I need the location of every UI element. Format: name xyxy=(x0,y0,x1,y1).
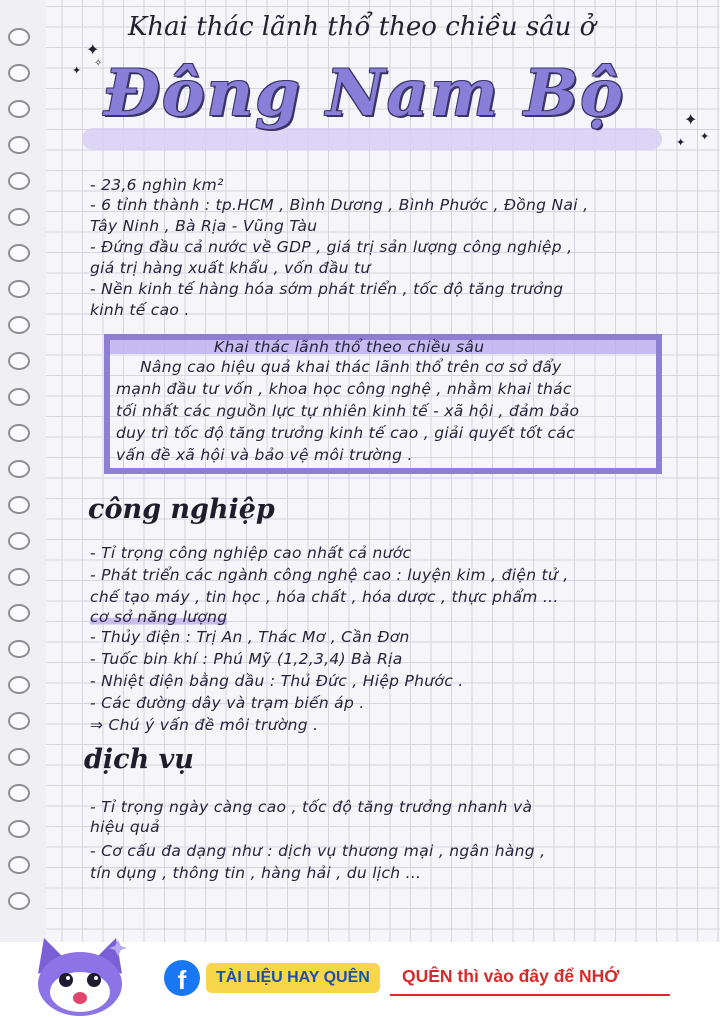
facebook-icon[interactable]: f xyxy=(164,960,200,996)
spiral-ring xyxy=(8,172,30,190)
sparkle-icon: ✧ xyxy=(94,58,103,69)
slogan-underline xyxy=(390,994,670,996)
spiral-ring xyxy=(8,460,30,478)
industry-conclusion: ⇒ Chú ý vấn đề môi trường . xyxy=(90,716,319,734)
spiral-ring xyxy=(8,640,30,658)
intro-line: - 6 tỉnh thành : tp.HCM , Bình Dương , Bình Phước , Đồng Nai , xyxy=(90,196,589,214)
spiral-ring xyxy=(8,856,30,874)
title-subline: Khai thác lãnh thổ theo chiều sâu ở xyxy=(128,12,596,42)
intro-line: - Nền kinh tế hàng hóa sớm phát triển , tốc độ tăng trưởng xyxy=(90,280,564,298)
spiral-ring xyxy=(8,676,30,694)
spiral-ring xyxy=(8,100,30,118)
industry-line: - Phát triển các ngành công nghệ cao : luyện kim , điện tử , xyxy=(90,566,569,584)
intro-line: - Đứng đầu cả nước về GDP , giá trị sản lượng công nghiệp , xyxy=(90,238,573,256)
services-line: - Tỉ trọng ngày càng cao , tốc độ tăng trưởng nhanh và xyxy=(90,798,533,816)
spiral-ring xyxy=(8,784,30,802)
industry-line: - Nhiệt điện bằng dầu : Thủ Đức , Hiệp Phước . xyxy=(90,672,464,690)
services-heading: dịch vụ xyxy=(84,744,194,775)
services-line: - Cơ cấu đa dạng như : dịch vụ thương mại , ngân hàng , xyxy=(90,842,546,860)
box-line: tối nhất các nguồn lực tự nhiên kinh tế - xã hội , đảm bảo xyxy=(116,402,580,420)
spiral-ring xyxy=(8,568,30,586)
spiral-ring xyxy=(8,28,30,46)
sparkle-icon: ✦ xyxy=(684,110,698,129)
intro-line: Tây Ninh , Bà Rịa - Vũng Tàu xyxy=(90,217,318,235)
intro-line: kinh tế cao . xyxy=(90,301,190,319)
spiral-ring xyxy=(8,136,30,154)
spiral-ring xyxy=(8,424,30,442)
industry-line: - Tuốc bin khí : Phú Mỹ (1,2,3,4) Bà Rịa xyxy=(90,650,403,668)
spiral-ring xyxy=(8,496,30,514)
sparkle-icon: ✦ xyxy=(72,64,82,77)
box-line: duy trì tốc độ tăng trưởng kinh tế cao , giải quyết tốt các xyxy=(116,424,575,442)
industry-heading: công nghiệp xyxy=(88,494,275,525)
spiral-ring xyxy=(8,532,30,550)
spiral-ring xyxy=(8,892,30,910)
spiral-ring xyxy=(8,208,30,226)
spiral-ring xyxy=(8,244,30,262)
slogan-text: QUÊN thì vào đây để NHỚ xyxy=(402,966,620,986)
sparkle-icon: ✦ xyxy=(676,136,686,149)
spiral-ring xyxy=(8,712,30,730)
services-line: tín dụng , thông tin , hàng hải , du lịch ... xyxy=(90,864,422,882)
spiral-ring xyxy=(8,604,30,622)
brand-name[interactable]: TÀI LIỆU HAY QUÊN xyxy=(206,963,380,993)
industry-line: - Các đường dây và trạm biến áp . xyxy=(90,694,365,712)
box-title: Khai thác lãnh thổ theo chiều sâu xyxy=(214,338,485,356)
spiral-ring xyxy=(8,316,30,334)
energy-subheading: cơ sở năng lượng xyxy=(90,608,228,626)
spiral-ring xyxy=(8,748,30,766)
title-highlight-band xyxy=(82,128,662,150)
spiral-ring xyxy=(8,388,30,406)
industry-line: chế tạo máy , tin học , hóa chất , hóa dược , thực phẩm ... xyxy=(90,588,559,606)
box-line: mạnh đầu tư vốn , khoa học công nghệ , nhằm khai thác xyxy=(116,380,572,398)
box-line: Nâng cao hiệu quả khai thác lãnh thổ trên cơ sở đẩy xyxy=(140,358,562,376)
spiral-ring xyxy=(8,64,30,82)
sparkle-icon: ✦ xyxy=(700,130,710,143)
industry-line: - Tỉ trọng công nghiệp cao nhất cả nước xyxy=(90,544,412,562)
intro-line: - 23,6 nghìn km² xyxy=(90,176,224,194)
page-title: Đông Nam Bộ xyxy=(104,56,625,131)
cat-mascot-icon xyxy=(30,934,130,1018)
spiral-ring xyxy=(8,820,30,838)
services-line: hiệu quả xyxy=(90,818,160,836)
spiral-binding xyxy=(0,0,46,942)
industry-line: - Thủy điện : Trị An , Thác Mơ , Cần Đơn xyxy=(90,628,410,646)
spiral-ring xyxy=(8,280,30,298)
box-line: vấn đề xã hội và bảo vệ môi trường . xyxy=(116,446,413,464)
spiral-ring xyxy=(8,352,30,370)
intro-line: giá trị hàng xuất khẩu , vốn đầu tư xyxy=(90,259,371,277)
sparkle-icon: ✦ xyxy=(86,40,100,59)
